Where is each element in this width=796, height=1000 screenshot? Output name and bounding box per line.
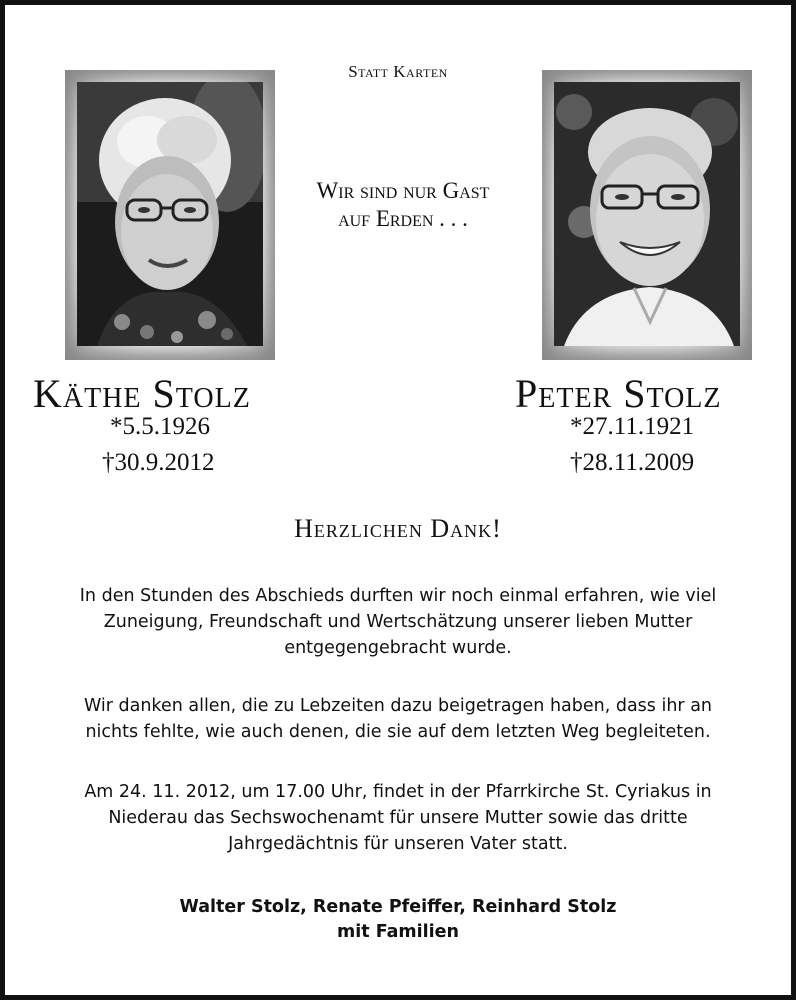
name-peter: Peter Stolz [515, 371, 722, 416]
paragraph-line: Am 24. 11. 2012, um 17.00 Uhr, findet in der Pfarrkirche St. Cyriakus in [84, 782, 712, 802]
paragraph-mass-announcement [45, 779, 751, 857]
motto-line-2: auf Erden . . . [338, 206, 468, 231]
paragraph-line: Zuneigung, Freundschaft und Wertschätzung unserer lieben Mutter [103, 612, 693, 632]
motto-line-1: Wir sind nur Gast [316, 178, 490, 203]
photo-frame-peter [542, 70, 752, 360]
name-kaethe: Käthe Stolz [33, 371, 251, 416]
signers-families: mit Familien [337, 922, 459, 942]
thanks-heading: Herzlichen Dank! [294, 514, 502, 543]
birth-date-kaethe: *5.5.1926 [110, 413, 210, 440]
paragraph-line: Jahrgedächtnis für unseren Vater statt. [228, 834, 568, 854]
paragraph-line: Wir danken allen, die zu Lebzeiten dazu beigetragen haben, dass ihr an [83, 696, 713, 716]
signers-names: Walter Stolz, Renate Pfeiffer, Reinhard Stolz [179, 897, 617, 917]
paragraph-line: nichts fehlte, wie auch denen, die sie auf dem letzten Weg begleiteten. [85, 722, 711, 742]
death-date-kaethe: †30.9.2012 [102, 449, 215, 476]
paragraph-line: In den Stunden des Abschieds durften wir noch einmal erfahren, wie viel [79, 586, 717, 606]
portrait-woman-photo [77, 82, 263, 346]
header-label: Statt Karten [348, 62, 448, 81]
signers [5, 895, 791, 945]
photo-frame-kaethe [65, 70, 275, 360]
paragraph-line: entgegengebracht wurde. [284, 638, 512, 658]
motto [255, 177, 551, 233]
portrait-man-photo [554, 82, 740, 346]
paragraph-condolences [45, 583, 751, 661]
birth-date-peter: *27.11.1921 [570, 413, 695, 440]
death-date-peter: †28.11.2009 [570, 449, 695, 476]
paragraph-line: Niederau das Sechswochenamt für unsere Mutter sowie das dritte [108, 808, 688, 828]
paragraph-gratitude [45, 693, 751, 745]
